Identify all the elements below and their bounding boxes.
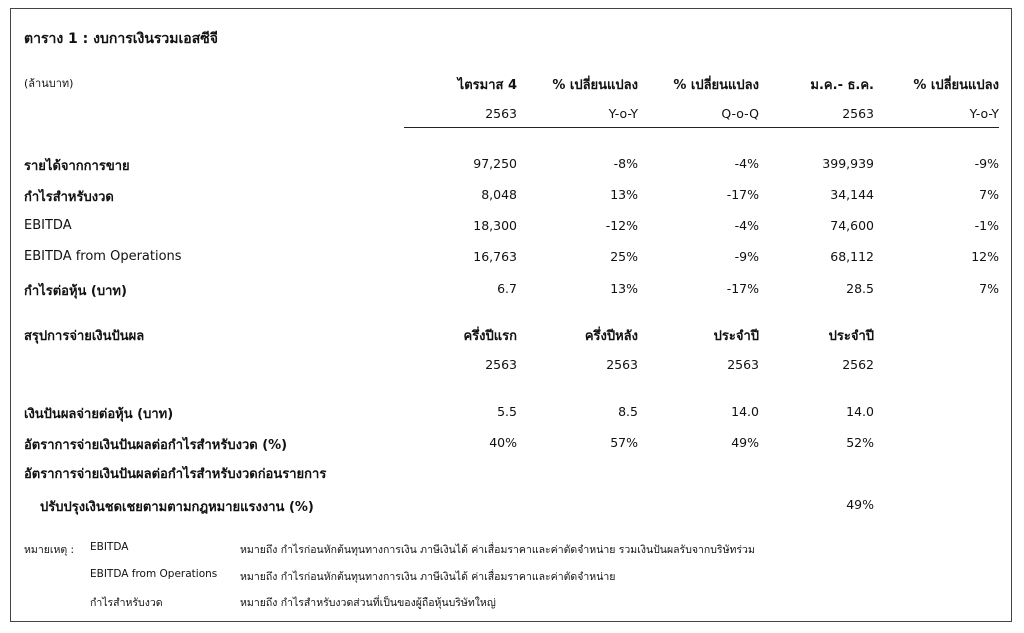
cell: 18,300	[473, 218, 517, 233]
subheader-year-annual: 2563	[842, 106, 874, 121]
dividend-subheader: 2563	[485, 357, 517, 372]
notes-prefix: หมายเหตุ :	[24, 544, 75, 556]
cell: 34,144	[830, 187, 874, 202]
dividend-header: ประจำปี	[713, 329, 759, 344]
cell: 5.5	[497, 404, 517, 419]
cell: 8.5	[618, 404, 638, 419]
cell: -4%	[734, 156, 759, 171]
cell: 399,939	[822, 156, 874, 171]
cell: 49%	[731, 435, 759, 450]
cell: 68,112	[830, 249, 874, 264]
cell: 16,763	[473, 249, 517, 264]
cell: 7%	[979, 187, 999, 202]
note-term: กำไรสำหรับงวด	[90, 597, 163, 609]
cell: -12%	[605, 218, 638, 233]
row-label-payout: อัตราการจ่ายเงินปันผลต่อกำไรสำหรับงวด (%)	[24, 438, 288, 453]
cell: -9%	[734, 249, 759, 264]
note-desc: หมายถึง กำไรก่อนหักต้นทุนทางการเงิน ภาษีเงินได้ ค่าเสื่อมราคาและค่าตัดจำหน่าย รวมเงินปันผลรับจากบริษัทร่วม	[240, 544, 755, 556]
cell: 6.7	[497, 281, 517, 296]
dividend-header: ประจำปี	[828, 329, 874, 344]
header-change-qoq: % เปลี่ยนแปลง	[673, 78, 759, 93]
dividend-subheader: 2562	[842, 357, 874, 372]
cell: 13%	[610, 281, 638, 296]
cell: 40%	[489, 435, 517, 450]
subheader-qoq: Q-o-Q	[721, 106, 759, 121]
note-term: EBITDA from Operations	[90, 568, 218, 580]
note-desc: หมายถึง กำไรก่อนหักต้นทุนทางการเงิน ภาษีเงินได้ ค่าเสื่อมราคาและค่าตัดจำหน่าย	[240, 571, 616, 583]
document-frame	[10, 8, 1012, 622]
cell: 7%	[979, 281, 999, 296]
row-label-sales: รายได้จากการขาย	[24, 159, 130, 174]
unit-label: (ล้านบาท)	[24, 77, 74, 90]
dividend-subheader: 2563	[606, 357, 638, 372]
table-title: ตาราง 1 : งบการเงินรวมเอสซีจี	[24, 31, 218, 47]
cell: -1%	[974, 218, 999, 233]
cell: 13%	[610, 187, 638, 202]
row-label-dps: เงินปันผลจ่ายต่อหุ้น (บาท)	[24, 407, 174, 422]
cell: 57%	[610, 435, 638, 450]
cell: -9%	[974, 156, 999, 171]
dividend-header: ครึ่งปีแรก	[463, 329, 517, 344]
note-desc: หมายถึง กำไรสำหรับงวดส่วนที่เป็นของผู้ถือหุ้นบริษัทใหญ่	[240, 597, 496, 609]
dividend-header: ครึ่งปีหลัง	[584, 329, 638, 344]
header-jan-dec: ม.ค.- ธ.ค.	[810, 78, 874, 93]
cell: 74,600	[830, 218, 874, 233]
cell: 25%	[610, 249, 638, 264]
cell: 28.5	[846, 281, 874, 296]
header-change-yoy: % เปลี่ยนแปลง	[552, 78, 638, 93]
row-label-ebitda: EBITDA	[24, 218, 72, 233]
cell: 97,250	[473, 156, 517, 171]
row-label-ebitda-ops: EBITDA from Operations	[24, 249, 182, 264]
cell: -17%	[726, 187, 759, 202]
dividend-subheader: 2563	[727, 357, 759, 372]
row-label-adjusted-2: ปรับปรุงเงินชดเชยตามตามกฎหมายแรงงาน (%)	[40, 500, 314, 515]
cell: -8%	[613, 156, 638, 171]
cell: 49%	[846, 497, 874, 512]
header-change-yoy-annual: % เปลี่ยนแปลง	[913, 78, 999, 93]
cell: -17%	[726, 281, 759, 296]
cell: 52%	[846, 435, 874, 450]
row-label-profit: กำไรสำหรับงวด	[24, 190, 114, 205]
subheader-year: 2563	[485, 106, 517, 121]
header-divider	[404, 127, 999, 128]
row-label-eps: กำไรต่อหุ้น (บาท)	[24, 284, 127, 299]
row-label-adjusted-1: อัตราการจ่ายเงินปันผลต่อกำไรสำหรับงวดก่อนรายการ	[24, 467, 327, 482]
subheader-yoy: Y-o-Y	[608, 106, 638, 121]
subheader-yoy-annual: Y-o-Y	[969, 106, 999, 121]
dividend-section-title: สรุปการจ่ายเงินปันผล	[24, 329, 145, 344]
cell: 14.0	[731, 404, 759, 419]
cell: -4%	[734, 218, 759, 233]
cell: 12%	[971, 249, 999, 264]
header-quarter: ไตรมาส 4	[457, 78, 517, 93]
cell: 14.0	[846, 404, 874, 419]
cell: 8,048	[481, 187, 517, 202]
note-term: EBITDA	[90, 541, 129, 553]
